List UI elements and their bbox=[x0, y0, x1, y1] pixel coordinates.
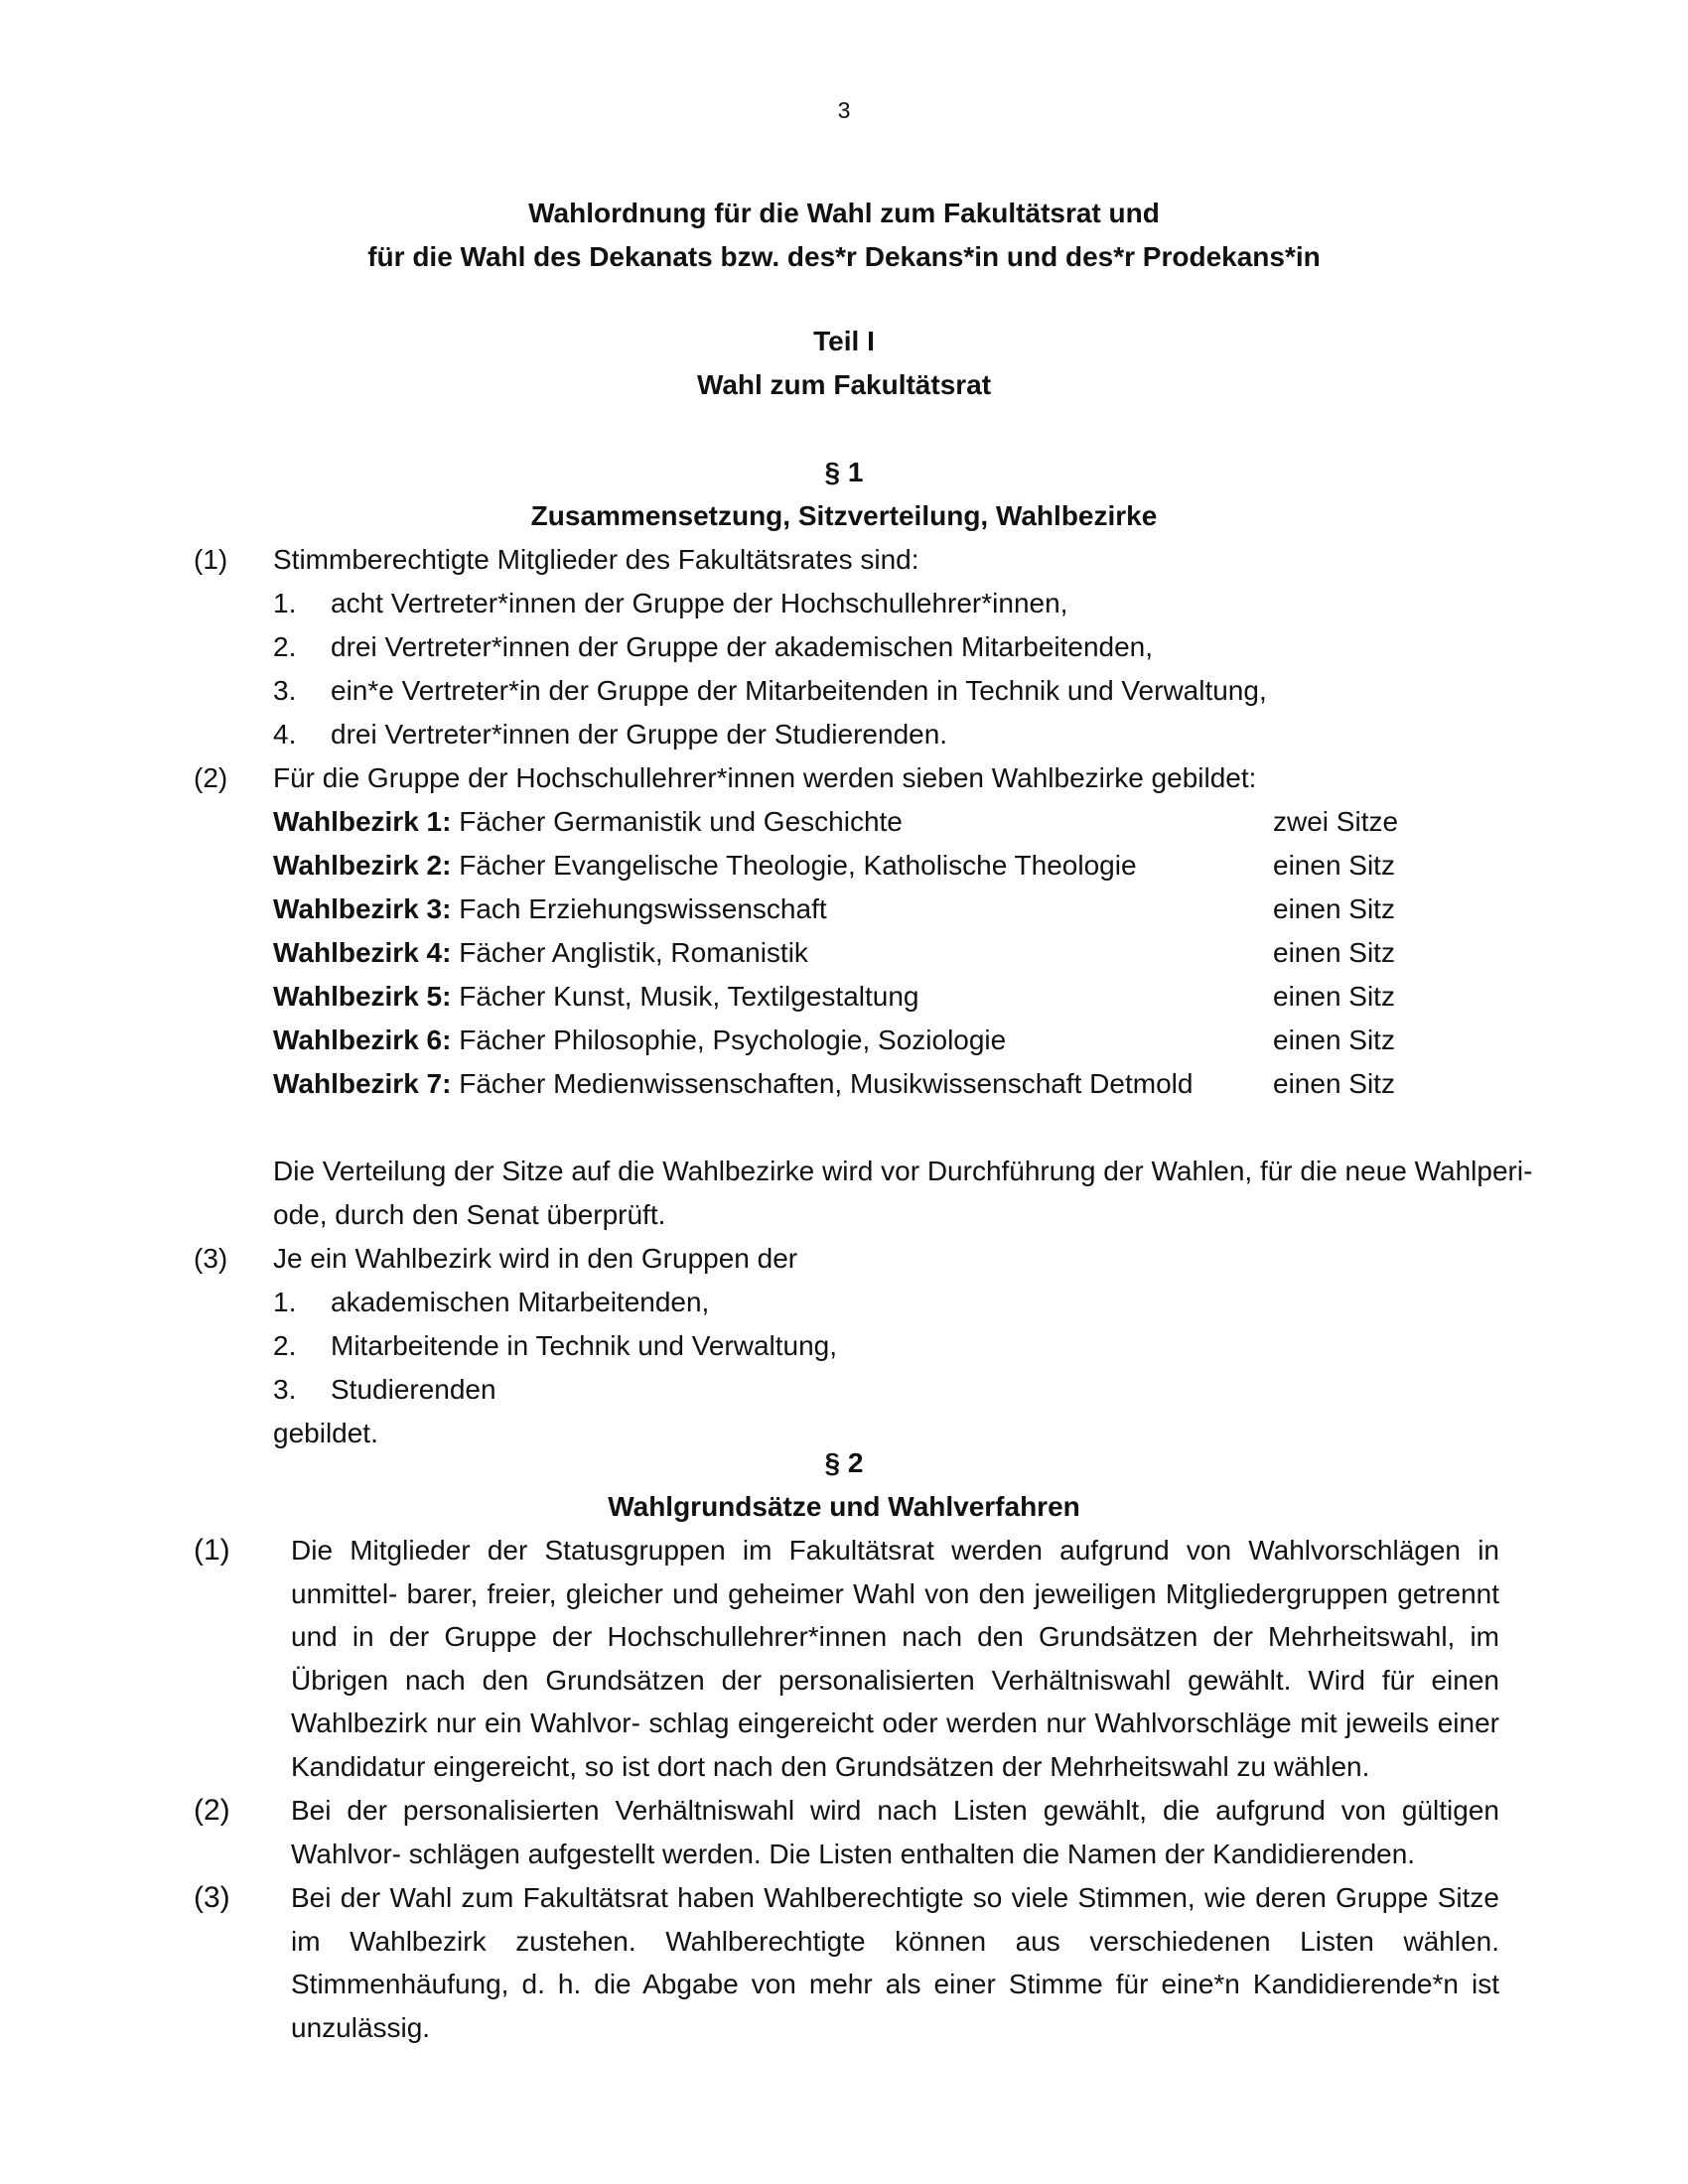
list-item-number: 2. bbox=[273, 1330, 297, 1361]
section1-p1-number: (1) bbox=[194, 544, 228, 575]
district-subjects: Fächer Philosophie, Psychologie, Soziologie bbox=[459, 1024, 1007, 1055]
district-label: Wahlbezirk 1: bbox=[273, 806, 452, 837]
section1-p2-number: (2) bbox=[194, 762, 228, 793]
district-subjects: Fächer Kunst, Musik, Textilgestaltung bbox=[459, 981, 919, 1012]
list-item-number: 1. bbox=[273, 1287, 297, 1317]
district-seats: einen Sitz bbox=[1273, 1024, 1395, 1055]
section2-p2-text: Bei der personalisierten Verhältniswahl wird nach Listen gewählt, die aufgrund von gültigen Wahlvor- schlägen aufgestellt werden. Die Listen enthalten die Namen der Kandidierenden. bbox=[291, 1795, 1499, 1869]
list-item-text: drei Vertreter*innen der Gruppe der akademischen Mitarbeitenden, bbox=[331, 631, 1154, 662]
list-item-number: 3. bbox=[273, 675, 297, 706]
seat-distribution-note-line1: Die Verteilung der Sitze auf die Wahlbezirke wird vor Durchführung der Wahlen, für die neue Wahlperi- bbox=[273, 1156, 1533, 1186]
section1-number: § 1 bbox=[824, 457, 864, 487]
part-label: Teil I bbox=[813, 326, 875, 356]
section2-title: Wahlgrundsätze und Wahlverfahren bbox=[608, 1491, 1080, 1522]
list-item-text: Studierenden bbox=[331, 1374, 496, 1405]
section2-p3-number: (3) bbox=[194, 1881, 230, 1914]
seat-distribution-note-line2: ode, durch den Senat überprüft. bbox=[273, 1199, 666, 1230]
section1-p3-text: Je ein Wahlbezirk wird in den Gruppen der bbox=[273, 1243, 798, 1274]
district-subjects: Fach Erziehungswissenschaft bbox=[459, 893, 827, 924]
section1-title: Zusammensetzung, Sitzverteilung, Wahlbezirke bbox=[530, 500, 1158, 531]
district-seats: einen Sitz bbox=[1273, 850, 1395, 881]
section2-p1-text: Die Mitglieder der Statusgruppen im Fakultätsrat werden aufgrund von Wahlvorschlägen in unmittel- barer, freier, gleicher und geheimer Wahl von den jeweiligen Mitgliedergruppen getrennt und in der Gruppe der Hochschullehrer*innen nach den Grundsätzen der Mehrheitswahl, im Übrigen nach den Grundsätzen der personalisierten Verhältniswahl gewählt. Wird für einen Wahlbezirk nur ein Wahlvor- schlag eingereicht oder werden nur Wahlvorschläge mit jeweils einer Kandidatur eingereicht, so ist dort nach den Grundsätzen der Mehrheitswahl zu wählen. bbox=[291, 1535, 1499, 1782]
part-title: Wahl zum Fakultätsrat bbox=[696, 369, 992, 400]
document-title-line1: Wahlordnung für die Wahl zum Fakultätsrat und bbox=[528, 198, 1160, 228]
district-subjects: Fächer Anglistik, Romanistik bbox=[459, 937, 808, 968]
page-number: 3 bbox=[837, 97, 851, 123]
section1-p2-text: Für die Gruppe der Hochschullehrer*innen werden sieben Wahlbezirke gebildet: bbox=[273, 762, 1257, 793]
district-subjects: Fächer Evangelische Theologie, Katholische Theologie bbox=[459, 850, 1137, 881]
section2-p2-number: (2) bbox=[194, 1794, 230, 1827]
section2-number: § 2 bbox=[824, 1447, 864, 1478]
district-seats: einen Sitz bbox=[1273, 981, 1395, 1012]
section1-p3-number: (3) bbox=[194, 1243, 228, 1274]
district-seats: zwei Sitze bbox=[1273, 806, 1399, 837]
district-subjects: Fächer Medienwissenschaften, Musikwissenschaft Detmold bbox=[459, 1068, 1194, 1099]
section2-p1-number: (1) bbox=[194, 1534, 230, 1567]
district-seats: einen Sitz bbox=[1273, 893, 1395, 924]
district-seats: einen Sitz bbox=[1273, 937, 1395, 968]
list-item-text: Mitarbeitende in Technik und Verwaltung, bbox=[331, 1330, 838, 1361]
list-item-text: akademischen Mitarbeitenden, bbox=[331, 1287, 710, 1317]
district-label: Wahlbezirk 7: bbox=[273, 1068, 452, 1099]
list-item-number: 4. bbox=[273, 719, 297, 750]
district-subjects: Fächer Germanistik und Geschichte bbox=[459, 806, 903, 837]
section1-p1-text: Stimmberechtigte Mitglieder des Fakultätsrates sind: bbox=[273, 544, 919, 575]
district-label: Wahlbezirk 4: bbox=[273, 937, 452, 968]
district-seats: einen Sitz bbox=[1273, 1068, 1395, 1099]
district-label: Wahlbezirk 2: bbox=[273, 850, 452, 881]
list-item-text: drei Vertreter*innen der Gruppe der Studierenden. bbox=[331, 719, 948, 750]
district-label: Wahlbezirk 6: bbox=[273, 1024, 452, 1055]
section2-p3-text: Bei der Wahl zum Fakultätsrat haben Wahlberechtigte so viele Stimmen, wie deren Gruppe Sitze im Wahlbezirk zustehen. Wahlberechtigte können aus verschiedenen Listen wählen. Stimmenhäufung, d. h. die Abgabe von mehr als einer Stimme für eine*n Kandidierende*n ist unzulässig. bbox=[291, 1882, 1499, 2043]
list-item-number: 1. bbox=[273, 588, 297, 618]
list-item-number: 3. bbox=[273, 1374, 297, 1405]
list-item-text: ein*e Vertreter*in der Gruppe der Mitarbeitenden in Technik und Verwaltung, bbox=[331, 675, 1267, 706]
list-item-text: acht Vertreter*innen der Gruppe der Hochschullehrer*innen, bbox=[331, 588, 1068, 618]
district-label: Wahlbezirk 3: bbox=[273, 893, 452, 924]
district-label: Wahlbezirk 5: bbox=[273, 981, 452, 1012]
list-item-number: 2. bbox=[273, 631, 297, 662]
document-title-line2: für die Wahl des Dekanats bzw. des*r Dekans*in und des*r Prodekans*in bbox=[367, 241, 1321, 272]
section1-p3-closing: gebildet. bbox=[273, 1418, 378, 1448]
